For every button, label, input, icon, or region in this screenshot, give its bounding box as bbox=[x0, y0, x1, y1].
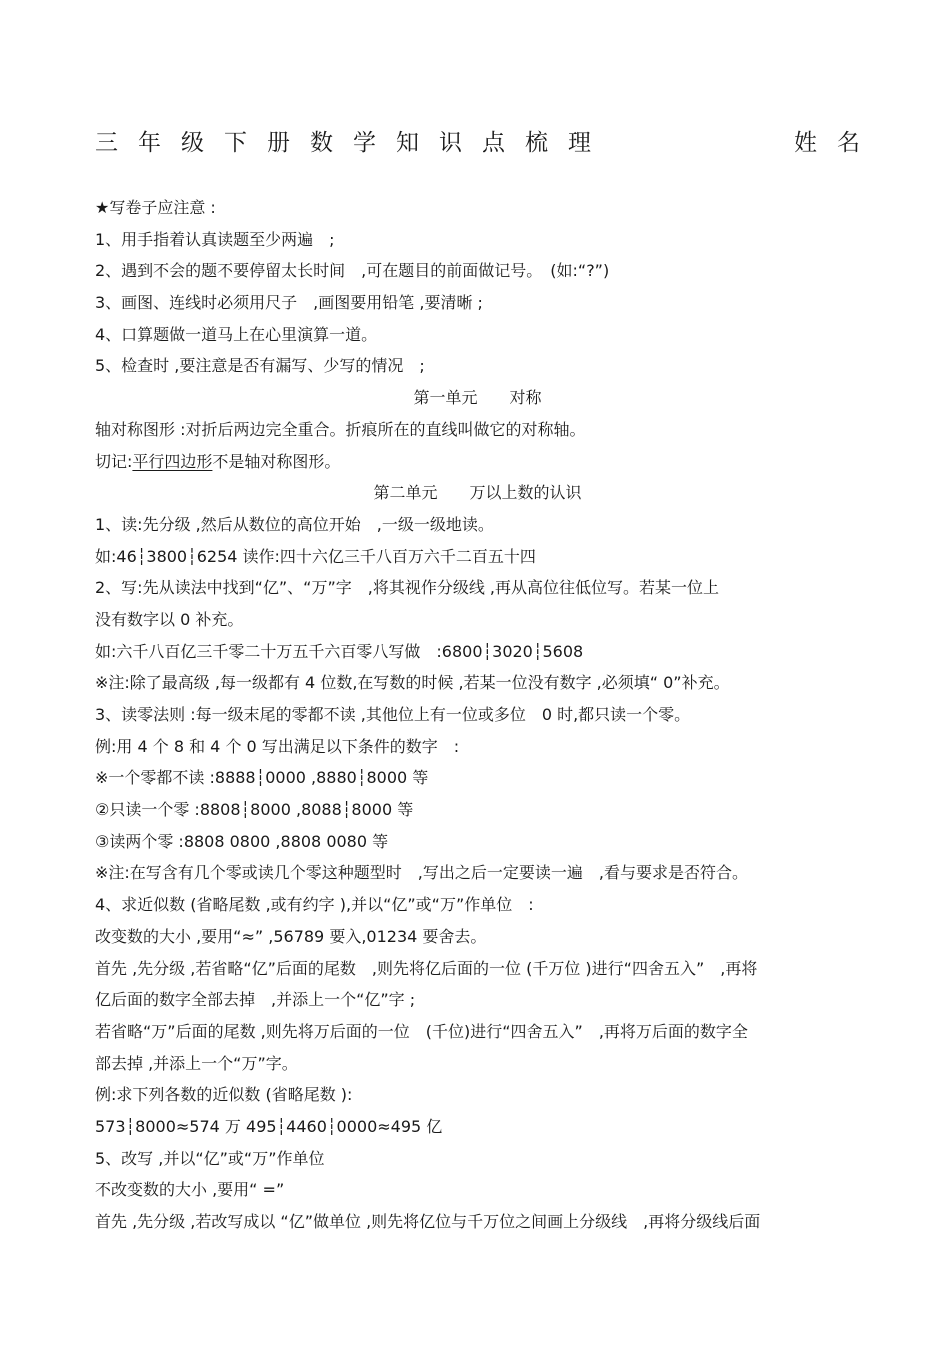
unit2-line: 1、读:先分级 ,然后从数位的高位开始 ,一级一级地读。 bbox=[95, 514, 494, 534]
unit2-line: 首先 ,先分级 ,若省略“亿”后面的尾数 ,则先将亿后面的一位 (千万位 )进行“四舍五入” ,再将 bbox=[95, 958, 758, 978]
unit2-line: 部去掉 ,并添上一个“万”字。 bbox=[95, 1053, 298, 1073]
unit2-line: 如:46┆3800┆6254 读作:四十六亿三千八百万六千二百五十四 bbox=[95, 546, 536, 566]
unit1-remember bbox=[95, 446, 860, 478]
notes-heading: ★写卷子应注意 : bbox=[95, 198, 216, 217]
unit2-line: ※注:在写含有几个零或读几个零这种题型时 ,写出之后一定要读一遍 ,看与要求是否符合。 bbox=[95, 863, 748, 883]
remember-underlined-term: 平行四边形 bbox=[132, 451, 213, 471]
unit2-line: 不改变数的大小 ,要用“ =” bbox=[95, 1180, 285, 1200]
page-title: 三年级下册数学知识点梳理 bbox=[95, 130, 611, 156]
unit2-line: 首先 ,先分级 ,若改写成以 “亿”做单位 ,则先将亿位与千万位之间画上分级线 ,再将分级线后面 bbox=[95, 1212, 761, 1231]
unit2-line: ③读两个零 :8808 0800 ,8808 0080 等 bbox=[95, 831, 389, 851]
unit1-heading: 第一单元 对称 bbox=[413, 388, 542, 408]
remember-prefix: 切记: bbox=[95, 451, 133, 471]
unit2-line: 例:求下列各数的近似数 (省略尾数 ): bbox=[95, 1085, 353, 1105]
unit2-line: 改变数的大小 ,要用“≈” ,56789 要入,01234 要舍去。 bbox=[95, 926, 487, 946]
remember-suffix: 不是轴对称图形。 bbox=[212, 451, 341, 471]
unit2-heading: 第二单元 万以上数的认识 bbox=[373, 483, 582, 503]
unit2-line: 例:用 4 个 8 和 4 个 0 写出满足以下条件的数字 : bbox=[95, 736, 460, 756]
note-item: 4、口算题做一道马上在心里演算一道。 bbox=[95, 324, 378, 344]
unit2-line: ※一个零都不读 :8888┆0000 ,8880┆8000 等 bbox=[95, 768, 429, 788]
unit2-line: 4、求近似数 (省略尾数 ,或有约字 ),并以“亿”或“万”作单位 : bbox=[95, 895, 534, 915]
unit2-line: 如:六千八百亿三千零二十万五千六百零八写做 :6800┆3020┆5608 bbox=[95, 641, 584, 661]
unit2-line: ※注:除了最高级 ,每一级都有 4 位数,在写数的时候 ,若某一位没有数字 ,必须填“ 0”补充。 bbox=[95, 673, 730, 693]
unit2-line: 没有数字以 0 补充。 bbox=[95, 609, 244, 629]
unit1-definition: 轴对称图形 :对折后两边完全重合。折痕所在的直线叫做它的对称轴。 bbox=[95, 419, 586, 439]
note-item: 1、用手指着认真读题至少两遍 ; bbox=[95, 229, 335, 249]
unit2-line: 3、读零法则 :每一级末尾的零都不读 ,其他位上有一位或多位 0 时,都只读一个零。 bbox=[95, 705, 691, 724]
note-item: 2、遇到不会的题不要停留太长时间 ,可在题目的前面做记号。 (如:“?”) bbox=[95, 261, 610, 281]
unit2-line: 若省略“万”后面的尾数 ,则先将万后面的一位 (千位)进行“四舍五入” ,再将万后面的数字全 bbox=[95, 1021, 748, 1041]
unit2-line: 5、改写 ,并以“亿”或“万”作单位 bbox=[95, 1148, 325, 1168]
title-row bbox=[95, 124, 880, 160]
name-label: 姓名 bbox=[794, 130, 880, 156]
unit2-line: 2、写:先从读法中找到“亿”、“万”字 ,将其视作分级线 ,再从高位往低位写。若某一位上 bbox=[95, 578, 719, 598]
unit2-line: 573┆8000≈574 万 495┆4460┆0000≈495 亿 bbox=[95, 1116, 443, 1136]
unit2-line: ②只读一个零 :8808┆8000 ,8088┆8000 等 bbox=[95, 800, 414, 820]
document-body bbox=[95, 192, 860, 1238]
note-item: 3、画图、连线时必须用尺子 ,画图要用铅笔 ,要清晰 ; bbox=[95, 293, 483, 313]
unit2-line: 亿后面的数字全部去掉 ,并添上一个“亿”字 ; bbox=[95, 990, 416, 1010]
note-item: 5、检查时 ,要注意是否有漏写、少写的情况 ; bbox=[95, 356, 425, 376]
